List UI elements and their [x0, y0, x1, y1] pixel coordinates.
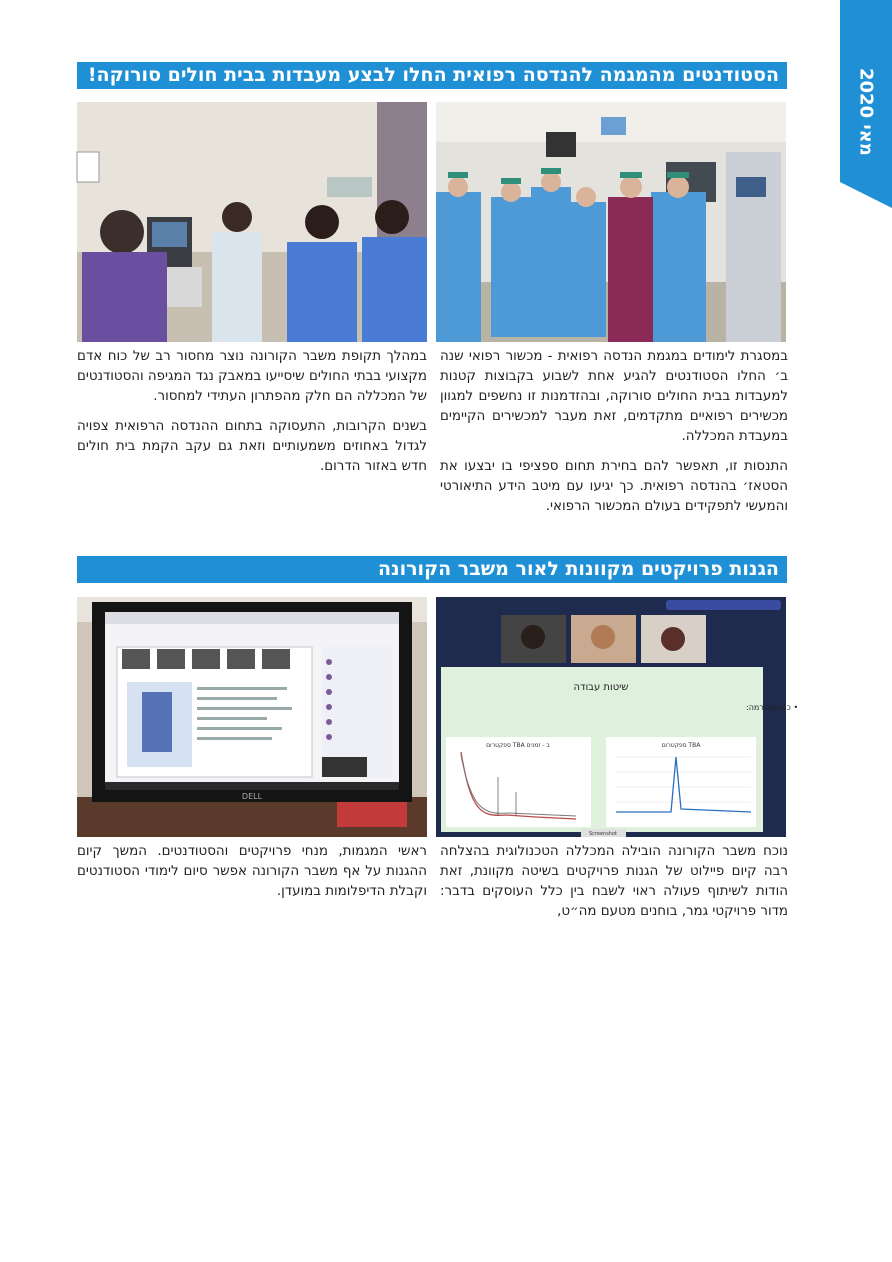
- paragraph: ראשי המגמות, מנחי פרויקטים והסטודנטים. המשך קיום ההגנות על אף משבר הקורונה אפשר סיום לימודי הסטודנטים וקבלת הדיפלומות במועדן.: [77, 844, 427, 899]
- chart-spectrum-time-title: ספקטרום TBA ב - זמנים: [486, 742, 550, 749]
- monitor-brand-label: DELL: [241, 792, 263, 801]
- hospital-lab-photo: [77, 102, 427, 342]
- slide-bullet: • כרומטוגרמה:: [746, 703, 799, 712]
- paragraph: במהלך תקופת משבר הקורונה נוצר מחסור רב של כוח אדם מקצועי בבתי החולים שיסייעו במאבק נגד המגיפה והסטודנטים של המכללה הם חלק מהפתרון העתידי למחסור.: [77, 349, 427, 404]
- paragraph: נוכח משבר הקורונה הובילה המכללה הטכנולוגית בהצלחה רבה קיום פיילוט של הגנות פרויקטים בשיטה מקוונת, זאת הודות לשיתוף פעולה ראוי לשבח בין כלל העוסקים בדבר: מדור פרויקטי גמר, בוחנים מטעם מה״ט,: [440, 844, 788, 919]
- section1-left-text: [77, 347, 427, 487]
- paragraph: התנסות זו, תאפשר להם בחירת תחום ספציפי בו יבצעו את הסטאז׳ בהנדסה רפואית. כך יגיעו עם מיטב הידע התיאורטי והמעשי לתפקידים בעולם המכשור הרפואי.: [440, 459, 788, 514]
- zoom-screenshot-photo: [436, 597, 799, 837]
- slide-title: שיטות עבודה: [573, 682, 629, 693]
- chart-spectrum-title: ספקטרום TBA: [661, 742, 701, 749]
- section1-title: הסטודנטים מהמגמה להנדסה רפואית החלו לבצע מעבדות בבית חולים סורוקה!: [77, 62, 787, 89]
- monitor-defense-photo: [77, 597, 427, 837]
- issue-date-label: מאי 2020: [855, 68, 877, 156]
- section2-right-text: [440, 842, 788, 932]
- date-corner-tab: [840, 0, 892, 208]
- paragraph: בשנים הקרובות, התעסוקה בתחום ההנדסה הרפואית צפויה לגדול באחוזים משמעותיים וזאת גם עקב הקמת בית חולים חדש באזור הדרום.: [77, 419, 427, 474]
- paragraph: במסגרת לימודים במגמת הנדסה רפואית - מכשור רפואי שנה ב׳ החלו הסטודנטים להגיע אחת לשבוע בקבוצות קטנות למעבדות בבית החולים סורוקה, ובהזדמנות זו נחשפים למגוון מכשירים רפואיים מתקדמים, זאת מעבר למכשירים הקיימים במעבדת המכללה.: [440, 349, 788, 444]
- screenshot-label: Screenshot: [589, 831, 617, 837]
- section2-title: הגנות פרויקטים מקוונות לאור משבר הקורונה: [77, 556, 787, 583]
- section2-left-text: [77, 842, 427, 912]
- students-group-photo: [436, 102, 786, 342]
- section1-right-text: [440, 347, 788, 527]
